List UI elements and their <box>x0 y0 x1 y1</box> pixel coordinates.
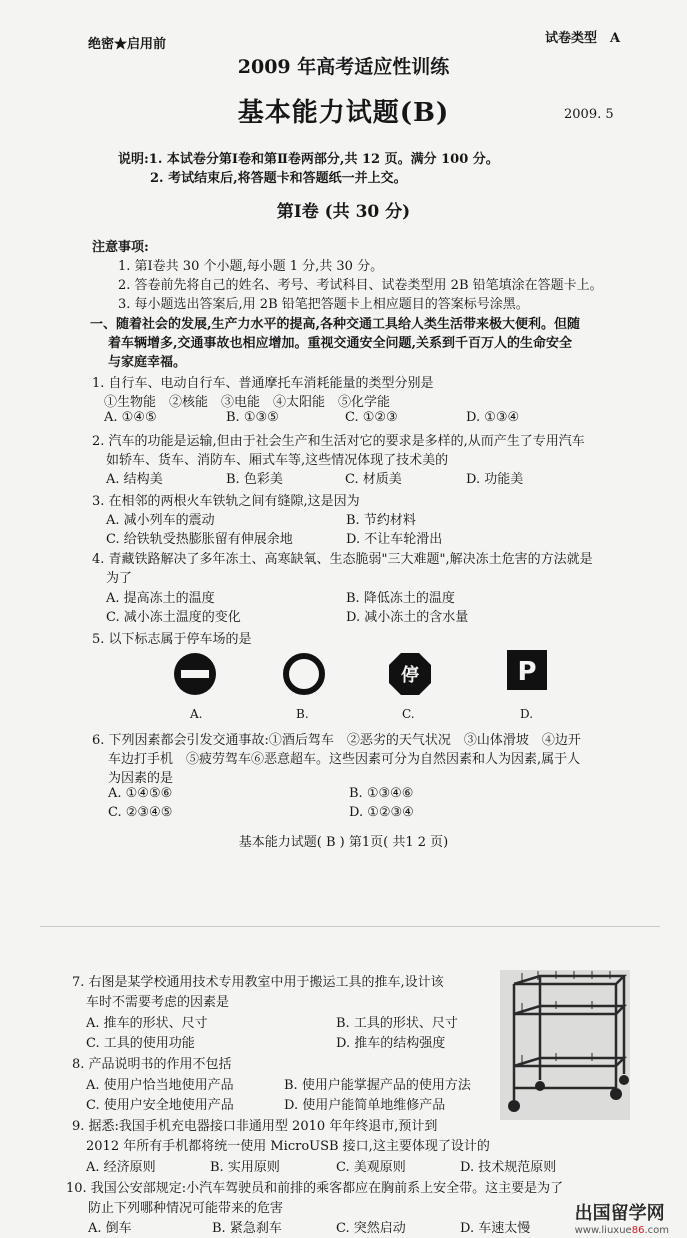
q7-option-d: D. 推车的结构强度 <box>336 1036 446 1051</box>
q6-option-a: A. ①④⑤⑥ <box>108 786 173 801</box>
q9-option-a: A. 经济原则 <box>86 1160 156 1175</box>
q9-option-c: C. 美观原则 <box>336 1160 406 1175</box>
watermark-url-number: 86 <box>631 1225 645 1236</box>
stop-sign-icon <box>388 652 432 696</box>
q10-option-c: C. 突然启动 <box>336 1221 406 1236</box>
exam-subtitle: 基本能力试题(B) <box>237 98 450 128</box>
q5-stem: 5. 以下标志属于停车场的是 <box>92 632 252 647</box>
q7-option-a: A. 推车的形状、尺寸 <box>86 1016 208 1031</box>
q10-option-b: B. 紧急刹车 <box>212 1221 282 1236</box>
q3-stem: 3. 在相邻的两根火车铁轨之间有缝隙,这是因为 <box>92 494 360 509</box>
tool-cart-illustration <box>500 970 630 1120</box>
part1-intro-line-2: 着车辆增多,交通事故也相应增加。重视交通安全问题,关系到千百万人的生命安全 <box>108 336 573 351</box>
paper-type-label: 试卷类型 A <box>545 31 621 46</box>
q8-option-a: A. 使用户恰当地使用产品 <box>86 1078 234 1093</box>
q7-stem-line-1: 7. 右图是某学校通用技术专用教室中用于搬运工具的推车,设计该 <box>72 975 444 990</box>
watermark-url-suffix: .com <box>644 1225 669 1236</box>
stop-sign-text: 停 <box>401 665 419 686</box>
note-line-1: 说明:1. 本试卷分第Ⅰ卷和第Ⅱ卷两部分,共 12 页。满分 100 分。 <box>118 152 499 167</box>
q1-option-c: C. ①②③ <box>345 410 398 425</box>
watermark-brand: 出国留学网 <box>574 1203 665 1224</box>
q2-option-a: A. 结构美 <box>106 472 163 487</box>
section-title: 第Ⅰ卷 (共 30 分) <box>276 202 411 222</box>
q4-stem-line-2: 为了 <box>106 571 133 586</box>
q2-stem-line-1: 2. 汽车的功能是运输,但由于社会生产和生活对它的要求是多样的,从而产生了专用汽车 <box>92 434 585 449</box>
q8-option-d: D. 使用户能简单地维修产品 <box>284 1098 446 1113</box>
q5-label-a: A. <box>190 707 203 721</box>
q5-label-b: B. <box>296 707 309 721</box>
part1-intro-line-1: 一、随着社会的发展,生产力水平的提高,各种交通工具给人类生活带来极大便利。但随 <box>90 317 581 332</box>
q5-label-c: C. <box>402 707 415 721</box>
parking-sign-text: P <box>517 657 537 687</box>
q7-option-b: B. 工具的形状、尺寸 <box>336 1016 458 1031</box>
exam-title: 2009 年高考适应性训练 <box>237 56 450 78</box>
q9-option-d: D. 技术规范原则 <box>460 1160 557 1175</box>
no-entry-sign-icon <box>173 652 217 696</box>
attention-item-1: 1. 第Ⅰ卷共 30 个小题,每小题 1 分,共 30 分。 <box>118 259 384 274</box>
q3-option-d: D. 不让车轮滑出 <box>346 532 443 547</box>
q3-option-b: B. 节约材料 <box>346 513 416 528</box>
q1-option-b: B. ①③⑤ <box>226 410 279 425</box>
q1-option-a: A. ①④⑤ <box>104 410 157 425</box>
watermark-url-prefix: www.liuxue <box>574 1225 632 1236</box>
q7-stem-line-2: 车时不需要考虑的因素是 <box>86 995 230 1010</box>
q3-option-c: C. 给铁轨受热膨胀留有伸展余地 <box>106 532 293 547</box>
q10-stem-line-2: 防止下列哪种情况可能带来的危害 <box>88 1201 284 1216</box>
attention-item-2: 2. 答卷前先将自己的姓名、考号、考试科目、试卷类型用 2B 铅笔填涂在答题卡上。 <box>118 278 603 293</box>
part1-intro-line-3: 与家庭幸福。 <box>108 355 187 370</box>
page-footer: 基本能力试题( B ) 第1页( 共1 2 页) <box>238 835 449 850</box>
q9-stem-line-1: 9. 据悉:我国手机充电器接口非通用型 2010 年年终退市,预计到 <box>72 1119 438 1134</box>
q2-option-b: B. 色彩美 <box>226 472 283 487</box>
q6-option-c: C. ②③④⑤ <box>108 805 173 820</box>
q10-option-d: D. 车速太慢 <box>460 1221 531 1236</box>
attention-heading: 注意事项: <box>92 240 149 255</box>
secret-label: 绝密★启用前 <box>88 37 167 52</box>
q9-stem-line-2: 2012 年所有手机都将统一使用 MicroUSB 接口,这主要体现了设计的 <box>86 1139 490 1154</box>
q8-stem: 8. 产品说明书的作用不包括 <box>72 1057 232 1072</box>
attention-item-3: 3. 每小题选出答案后,用 2B 铅笔把答题卡上相应题目的答案标号涂黑。 <box>118 297 529 312</box>
q7-option-c: C. 工具的使用功能 <box>86 1036 195 1051</box>
note-line-2: 2. 考试结束后,将答题卡和答题纸一并上交。 <box>150 171 407 186</box>
q2-option-c: C. 材质美 <box>345 472 402 487</box>
q6-option-d: D. ①②③④ <box>349 805 414 820</box>
q6-stem-line-3: 为因素的是 <box>108 771 174 786</box>
q1-stem: 1. 自行车、电动自行车、普通摩托车消耗能量的类型分别是 <box>92 376 434 391</box>
watermark-url <box>575 1225 669 1236</box>
q6-option-b: B. ①③④⑥ <box>349 786 414 801</box>
q2-option-d: D. 功能美 <box>466 472 524 487</box>
q6-stem-line-2: 车边打手机 ⑤疲劳驾车⑥恶意超车。这些因素可分为自然因素和人为因素,属于人 <box>108 752 581 767</box>
no-vehicles-sign-icon <box>282 652 326 696</box>
q4-option-d: D. 减小冻土的含水量 <box>346 610 469 625</box>
q4-option-b: B. 降低冻土的温度 <box>346 591 455 606</box>
q4-option-a: A. 提高冻土的温度 <box>106 591 215 606</box>
parking-sign-icon <box>507 650 547 690</box>
q1-items: ①生物能 ②核能 ③电能 ④太阳能 ⑤化学能 <box>104 395 391 410</box>
page-divider <box>40 926 660 927</box>
site-watermark <box>575 1199 669 1236</box>
q10-option-a: A. 倒车 <box>88 1221 132 1236</box>
q9-option-b: B. 实用原则 <box>210 1160 280 1175</box>
q5-label-d: D. <box>520 707 534 721</box>
exam-date: 2009. 5 <box>564 107 614 122</box>
q3-option-a: A. 减小列车的震动 <box>106 513 215 528</box>
q8-option-c: C. 使用户安全地使用产品 <box>86 1098 234 1113</box>
q10-stem-line-1: 10. 我国公安部规定:小汽车驾驶员和前排的乘客都应在胸前系上安全带。这主要是为了 <box>66 1181 564 1196</box>
q4-option-c: C. 减小冻土温度的变化 <box>106 610 241 625</box>
q1-option-d: D. ①③④ <box>466 410 520 425</box>
q2-stem-line-2: 如轿车、货车、消防车、厢式车等,这些情况体现了技术美的 <box>106 453 449 468</box>
q4-stem-line-1: 4. 青藏铁路解决了多年冻土、高寒缺氧、生态脆弱"三大难题",解决冻土危害的方法就是 <box>92 552 593 567</box>
q6-stem-line-1: 6. 下列因素都会引发交通事故:①酒后驾车 ②恶劣的天气状况 ③山体滑坡 ④边开 <box>92 733 581 748</box>
q8-option-b: B. 使用户能掌握产品的使用方法 <box>284 1078 471 1093</box>
